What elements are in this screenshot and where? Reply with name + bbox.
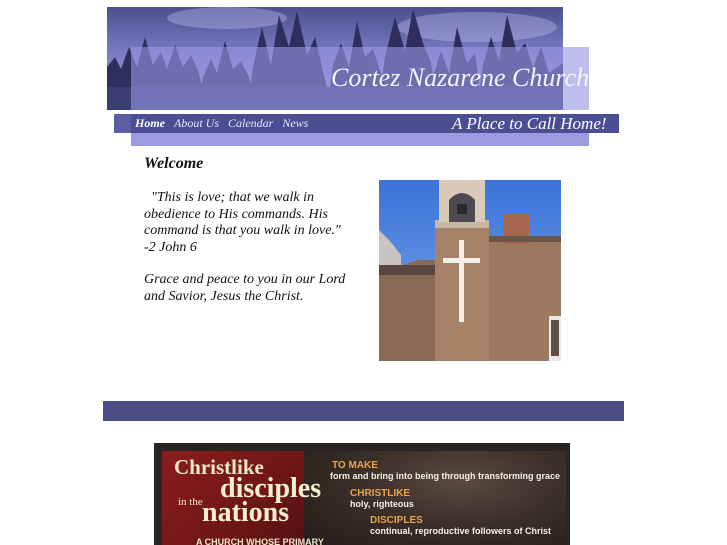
banner-word-christlike: Christlike	[174, 455, 264, 479]
banner-word-nations: nations	[202, 497, 290, 528]
mission-banner-image	[154, 443, 570, 545]
nav-link-home[interactable]: Home	[135, 116, 165, 130]
banner-def-text: holy, righteous	[350, 499, 414, 509]
verse-line: obedience to His commands. His	[144, 206, 328, 222]
footer-bar	[103, 401, 624, 421]
site-tagline: A Place to Call Home!	[452, 114, 607, 133]
verse-reference: -2 John 6	[144, 239, 197, 255]
nav-link-calendar[interactable]: Calendar	[228, 116, 274, 130]
banner-subtitle: A CHURCH WHOSE PRIMARY	[196, 537, 324, 545]
page-heading: Welcome	[144, 155, 204, 172]
banner-word-in-the: in the	[178, 496, 203, 508]
greeting-line: Grace and peace to you in our Lord	[144, 272, 346, 287]
verse-line: "This is love; that we walk in	[144, 190, 314, 205]
banner-def-heading: CHRISTLIKE	[350, 488, 410, 499]
greeting-line: and Savior, Jesus the Christ.	[144, 288, 304, 304]
nav-link-news[interactable]: News	[282, 116, 309, 130]
nav-bar-underlay	[131, 133, 589, 146]
welcome-text	[144, 190, 374, 305]
banner-def-heading: DISCIPLES	[370, 515, 423, 526]
nav-link-about-us[interactable]: About Us	[174, 116, 219, 130]
banner-def-text: form and bring into being through transforming grace	[330, 471, 560, 481]
banner-def-heading: TO MAKE	[332, 460, 378, 471]
banner-word-disciples: disciples	[220, 473, 322, 504]
main-nav	[135, 116, 308, 132]
church-bell-tower-photo	[379, 180, 561, 361]
banner-def-text: continual, reproductive followers of Christ	[370, 526, 552, 536]
verse-line: command is that you walk in love."	[144, 223, 341, 238]
site-title: Cortez Nazarene Church	[331, 63, 590, 92]
